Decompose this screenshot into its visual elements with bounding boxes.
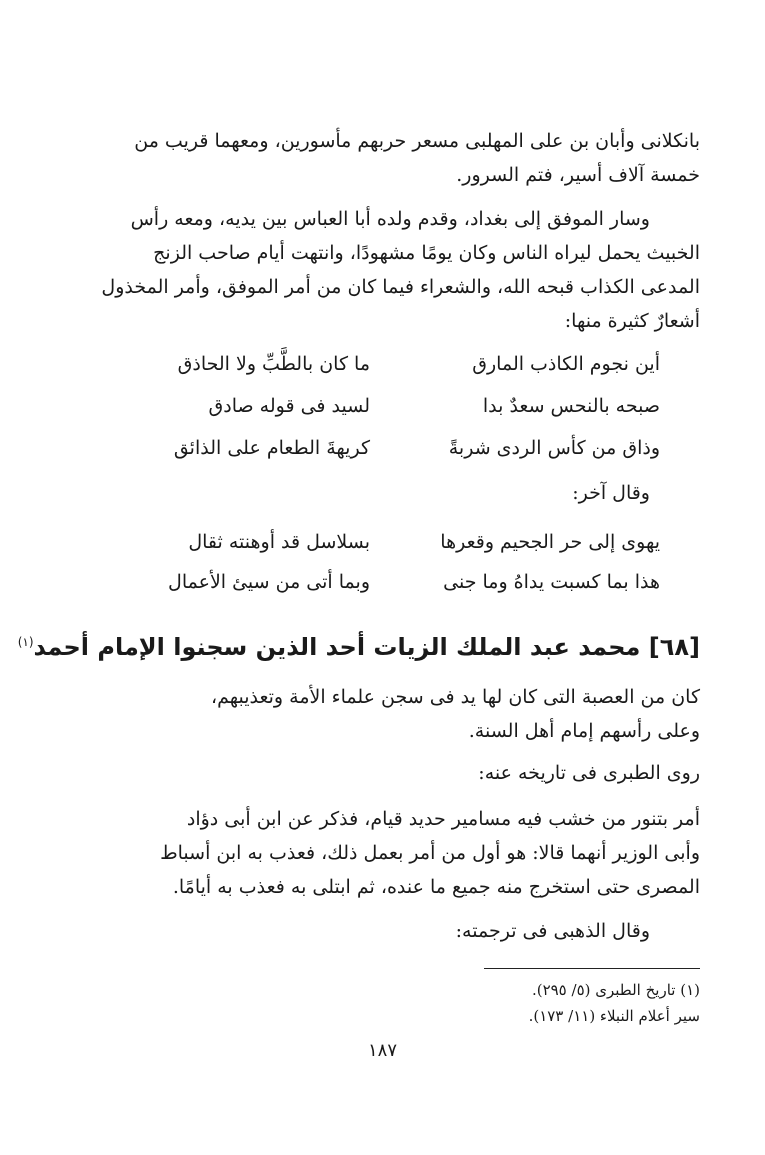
paragraph-line: أشعارٌ كثيرة منها:	[564, 310, 700, 332]
paragraph-line: بانكلانى وأبان بن على المهلبى مسعر حربهم مأسورين، ومعهما قريب من	[134, 130, 700, 152]
section-heading-text: [٦٨] محمد عبد الملك الزيات أحد الذين سجنوا الإمام أحمد	[33, 633, 700, 661]
paragraph-line: خمسة آلاف أسير، فتم السرور.	[456, 164, 700, 186]
verse-second-hemistich: كريهةَ الطعام على الذائق	[173, 437, 370, 459]
paragraph-5	[102, 802, 700, 904]
footnote-reference: (١)	[17, 635, 34, 649]
paragraph-line: المصرى حتى استخرج منه جميع ما عنده، ثم ابتلى به فعذب به أيامًا.	[172, 876, 700, 898]
verse-first-hemistich: صبحه بالنحس سعدٌ بدا	[482, 395, 660, 417]
paragraph-line: وقال الذهبى فى ترجمته:	[455, 920, 650, 942]
verse-second-hemistich: لسيد فى قوله صادق	[208, 395, 370, 417]
paragraph-2	[102, 202, 700, 338]
verse-first-hemistich: أين نجوم الكاذب المارق	[472, 353, 660, 375]
verse-first-hemistich: وذاق من كأس الردى شربةً	[448, 437, 660, 459]
paragraph-1	[102, 124, 700, 192]
poem-2-verse-1	[102, 522, 700, 562]
verse-second-hemistich: بسلاسل قد أوهنته ثقال	[188, 531, 370, 553]
poem-1-verse-1	[102, 344, 700, 384]
paragraph-line: روى الطبرى فى تاريخه عنه:	[478, 762, 700, 784]
footnote-divider	[484, 968, 700, 969]
footnote-1: (١) تاريخ الطبرى (٥/ ٢٩٥).	[531, 981, 700, 999]
paragraph-line: وعلى رأسهم إمام أهل السنة.	[468, 720, 700, 742]
paragraph-3	[102, 680, 700, 748]
footnote-2: سير أعلام النبلاء (١١/ ١٧٣).	[528, 1007, 700, 1025]
paragraph-line: كان من العصبة التى كان لها يد فى سجن علماء الأمة وتعذيبهم،	[210, 686, 700, 708]
verse-second-hemistich: ما كان بالطَّبِّ ولا الحاذق	[177, 353, 370, 375]
poem-1-verse-2	[102, 386, 700, 426]
paragraph-line: وسار الموفق إلى بغداد، وقدم ولده أبا العباس بين يديه، ومعه رأس	[130, 208, 650, 230]
another-said-line	[102, 476, 700, 510]
paragraph-4	[102, 756, 700, 790]
poem-1-verse-3	[102, 428, 700, 468]
verse-first-hemistich: يهوى إلى حر الجحيم وقعرها	[440, 531, 660, 553]
page-number: ١٨٧	[367, 1040, 397, 1061]
verse-first-hemistich: هذا بما كسبت يداهُ وما جنى	[443, 571, 660, 593]
section-heading	[17, 622, 700, 662]
paragraph-line: أمر بتنور من خشب فيه مسامير حديد قيام، فذكر عن ابن أبى دؤاد	[186, 808, 700, 830]
poem-2-verse-2	[102, 562, 700, 602]
paragraph-line: المدعى الكذاب قبحه الله، والشعراء فيما كان من أمر الموفق، وأمر المخذول	[101, 276, 700, 298]
paragraph-line: وقال آخر:	[572, 482, 650, 504]
paragraph-6	[102, 914, 700, 948]
paragraph-line: الخبيث يحمل ليراه الناس وكان يومًا مشهودًا، وانتهت أيام صاحب الزنج	[153, 242, 700, 264]
paragraph-line: وأبى الوزير أنهما قالا: هو أول من أمر بعمل ذلك، فعذب به ابن أسباط	[160, 842, 700, 864]
verse-second-hemistich: وبما أتى من سيئ الأعمال	[168, 571, 370, 593]
